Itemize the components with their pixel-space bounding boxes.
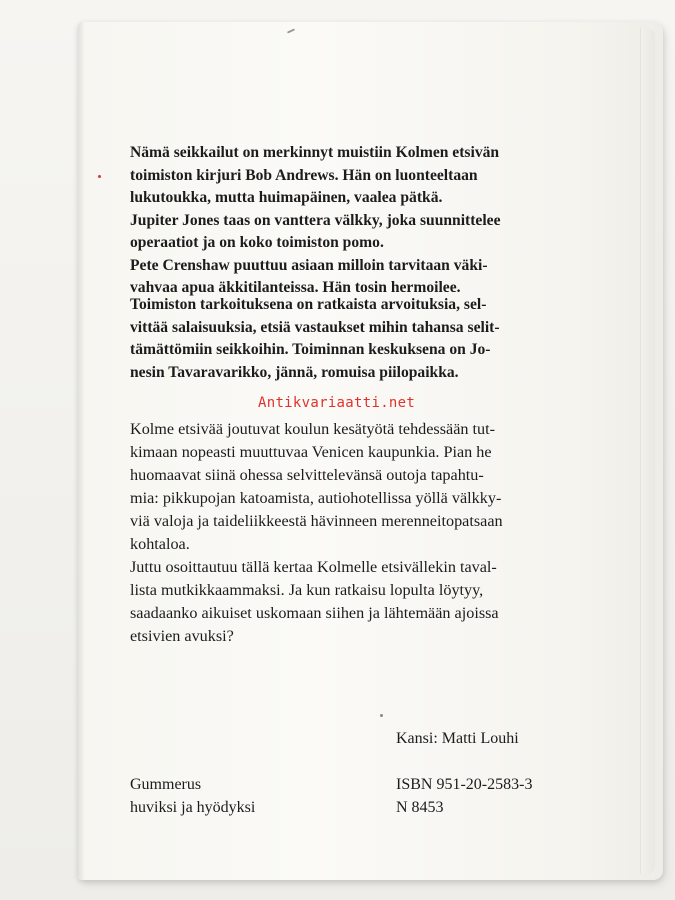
story-line: kohtaloa.: [130, 535, 190, 553]
office-line: nesin Tavaravarikko, jännä, romuisa piilopaikka.: [130, 363, 459, 381]
story-line: lista mutkikkaammaksi. Ja kun ratkaisu lopulta löytyy,: [130, 581, 484, 599]
publisher-name: Gummerus: [130, 776, 202, 793]
book-spine-edge: [640, 28, 655, 874]
intro-line: Pete Crenshaw puuttuu asiaan milloin tarvitaan väki-: [130, 256, 488, 274]
isbn: ISBN 951-20-2583-3: [396, 776, 533, 793]
intro-line: Nämä seikkailut on merkinnyt muistiin Kolmen etsivän: [130, 144, 500, 161]
office-line: Toimiston tarkoituksena on ratkaista arvoituksia, sel-: [130, 296, 487, 313]
publisher-block: [130, 773, 255, 819]
intro-paragraph: [130, 142, 530, 300]
intro-line: vahvaa apua äkkitilanteissa. Hän tosin hermoilee.: [130, 279, 461, 296]
story-line: viä valoja ja taideliikkeestä hävinneen merenneitopatsaan: [130, 512, 503, 530]
product-code: N 8453: [396, 799, 444, 816]
story-line: Juttu osoittautuu tällä kertaa Kolmelle etsivällekin taval-: [130, 558, 497, 576]
office-paragraph: [130, 294, 530, 384]
dark-speck: [380, 714, 383, 717]
watermark: Antikvariaatti.net: [258, 395, 416, 411]
story-line: kimaan nopeasti muuttuvaa Venicen kaupunkia. Pian he: [130, 443, 492, 461]
office-line: tämättömiin seikkoihin. Toiminnan keskuksena on Jo-: [130, 341, 491, 358]
intro-line: operaatiot ja on koko toimiston pomo.: [130, 234, 384, 251]
intro-line: toimiston kirjuri Bob Andrews. Hän on luonteeltaan: [130, 166, 478, 184]
cover-credit: Kansi: Matti Louhi: [396, 730, 519, 747]
story-line: huomaavat siinä ohessa selvittelevänsä outoja tapahtu-: [130, 466, 484, 484]
story-line: Kolme etsivää joutuvat koulun kesätyötä tehdessään tut-: [130, 420, 496, 438]
story-line: etsivien avuksi?: [130, 627, 234, 645]
office-line: vittää salaisuuksia, etsiä vastaukset mihin tahansa selit-: [130, 318, 500, 336]
publisher-slogan: huviksi ja hyödyksi: [130, 799, 256, 816]
story-paragraph: [130, 418, 556, 648]
book-left-edge: [78, 22, 84, 880]
intro-line: Jupiter Jones taas on vanttera välkky, joka suunnittelee: [130, 211, 501, 229]
red-speck: [98, 175, 101, 178]
isbn-block: [396, 773, 532, 819]
intro-line: lukutoukka, mutta huimapäinen, vaalea pätkä.: [130, 189, 443, 206]
story-line: saadaanko aikuiset uskomaan siihen ja lähtemään ajoissa: [130, 604, 499, 622]
story-line: mia: pikkupojan katoamista, autiohotellissa yöllä välkky-: [130, 489, 502, 507]
